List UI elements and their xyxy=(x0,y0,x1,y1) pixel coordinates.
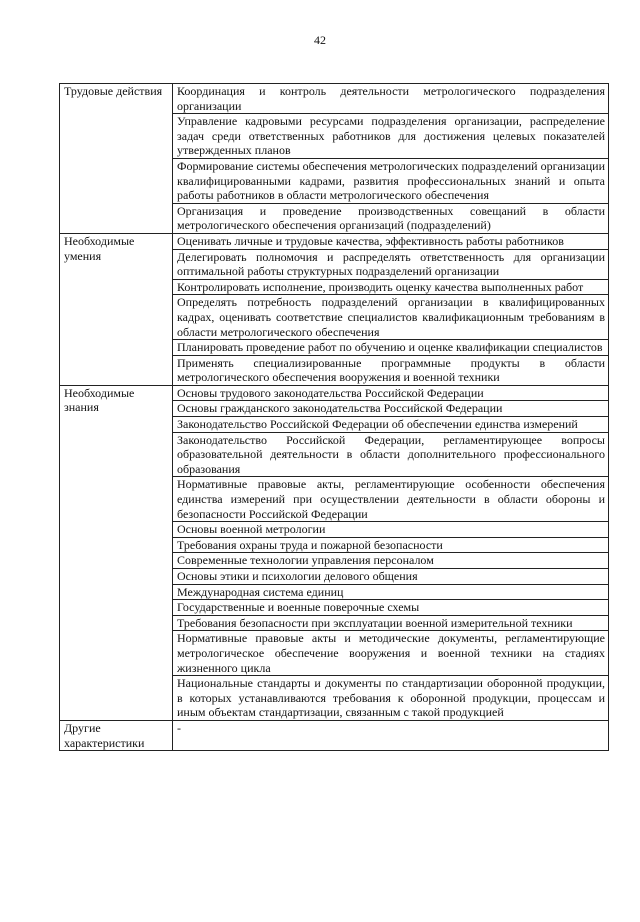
section-item: Государственные и военные поверочные схемы xyxy=(173,600,609,616)
section-item: Организация и проведение производственных совещаний в области метрологического обеспечения организаций (подразделений) xyxy=(173,203,609,233)
table-row xyxy=(60,720,609,750)
section-item: Основы трудового законодательства Российской Федерации xyxy=(173,385,609,401)
section-item: Основы гражданского законодательства Российской Федерации xyxy=(173,401,609,417)
section-item: - xyxy=(173,720,609,750)
section-label: Другие характеристики xyxy=(60,720,173,750)
section-item: Планировать проведение работ по обучению и оценке квалификации специалистов xyxy=(173,340,609,356)
table-row xyxy=(60,385,609,401)
page-number: 42 xyxy=(314,33,326,47)
section-item: Координация и контроль деятельности метрологического подразделения организации xyxy=(173,84,609,114)
section-label: Необходимые знания xyxy=(60,385,173,720)
section-item: Делегировать полномочия и распределять ответственность для организации оптимальной работы структурных подразделений организации xyxy=(173,249,609,279)
qualification-table xyxy=(59,83,609,751)
section-item: Международная система единиц xyxy=(173,584,609,600)
section-label: Необходимые умения xyxy=(60,233,173,385)
section-item: Законодательство Российской Федерации об обеспечении единства измерений xyxy=(173,417,609,433)
section-item: Современные технологии управления персоналом xyxy=(173,553,609,569)
section-item: Нормативные правовые акты и методические документы, регламентирующие метрологическое обеспечение вооружения и военной техники на стадиях жизненного цикла xyxy=(173,631,609,676)
section-item: Требования безопасности при эксплуатации военной измерительной техники xyxy=(173,615,609,631)
section-item: Нормативные правовые акты, регламентирующие особенности обеспечения единства измерений при осуществлении деятельности в области обороны и безопасности Российской Федерации xyxy=(173,477,609,522)
section-item: Формирование системы обеспечения метрологических подразделений организации квалифицированными кадрами, развития профессиональных знаний и опыта работы работников в области метрологического обеспечения xyxy=(173,158,609,203)
section-item: Законодательство Российской Федерации, регламентирующее вопросы образовательной деятельности в области дополнительного профессионального образования xyxy=(173,432,609,477)
section-item: Применять специализированные программные продукты в области метрологического обеспечения вооружения и военной техники xyxy=(173,355,609,385)
section-item: Основы военной метрологии xyxy=(173,522,609,538)
section-item: Управление кадровыми ресурсами подразделения организации, распределение задач среди ответственных работников для достижения целевых показателей утвержденных планов xyxy=(173,114,609,159)
section-item: Основы этики и психологии делового общения xyxy=(173,569,609,585)
table-row xyxy=(60,84,609,114)
qualification-table-body xyxy=(60,84,609,751)
section-item: Оценивать личные и трудовые качества, эффективность работы работников xyxy=(173,233,609,249)
table-row xyxy=(60,233,609,249)
section-label: Трудовые действия xyxy=(60,84,173,234)
section-item: Национальные стандарты и документы по стандартизации оборонной продукции, в которых устанавливаются требования к оборонной продукции, процессам и иным объектам стандартизации, связанным с такой продукцией xyxy=(173,676,609,721)
section-item: Контролировать исполнение, производить оценку качества выполненных работ xyxy=(173,279,609,295)
section-item: Требования охраны труда и пожарной безопасности xyxy=(173,537,609,553)
section-item: Определять потребность подразделений организации в квалифицированных кадрах, оценивать соответствие специалистов квалификационным требованиям в области метрологического обеспечения xyxy=(173,295,609,340)
